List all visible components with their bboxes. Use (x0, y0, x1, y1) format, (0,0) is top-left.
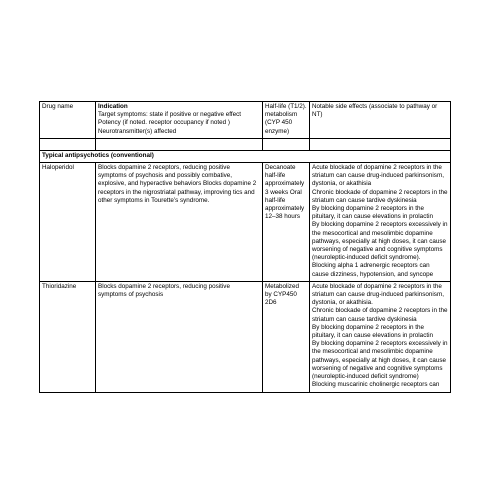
side-effect-item: By blocking dopamine 2 receptors in the pituitary, it can cause elevations in prolactin (312, 205, 433, 221)
header-half-life-line: (CYP 450 (265, 119, 293, 127)
header-half-life-line: enzyme) (265, 127, 290, 135)
side-effect-item: Blocking muscarinic cholinergic receptors can (312, 381, 440, 389)
header-indication-line: Neurotransmitter(s) affected (98, 127, 177, 135)
section-title: Typical antipsychotics (conventional) (40, 150, 451, 162)
header-half-life-line: Half-life (T1/2). (265, 103, 307, 110)
half-life-line: Metabolized (265, 282, 299, 290)
side-effects-cell (310, 163, 451, 282)
header-indication-title: Indication (98, 103, 128, 110)
half-life-cell (263, 281, 310, 392)
half-life-line: half-life (265, 196, 286, 204)
half-life-line: by CYP450 2D6 (265, 291, 297, 307)
half-life-line: 3 weeks Oral (265, 188, 302, 196)
half-life-line: approximately (265, 205, 305, 213)
half-life-line: half-life (265, 172, 286, 180)
table-row (40, 281, 451, 392)
side-effect-item: Chronic blockade of dopamine 2 receptors in the striatum can cause tardive dyskinesia (312, 188, 448, 204)
indication-cell: Blocks dopamine 2 receptors, reducing positive symptoms of psychosis (96, 281, 263, 392)
side-effect-item: Acute blockade of dopamine 2 receptors in the striatum can cause drug-induced parkinsonism, dystonia, or akathisia (312, 164, 444, 188)
side-effect-item: By blocking dopamine 2 receptors in the pituitary, it can cause elevations in prolactin (312, 323, 433, 340)
drug-name-cell: Thioridazine (40, 281, 96, 392)
header-drug-name: Drug name (40, 102, 96, 139)
side-effect-item: Acute blockade of dopamine 2 receptors in the striatum can cause drug-induced parkinsonism, dystonia, or akathisia. (312, 282, 444, 307)
table-row (40, 163, 451, 282)
side-effect-item: Chronic blockade of dopamine 2 receptors in the striatum can cause tardive dyskinesia (312, 307, 448, 323)
header-side-effects: Notable side effects (associate to pathway or NT) (310, 102, 451, 139)
header-indication-line: Potency (if noted. receptor occupancy if noted ) (98, 119, 230, 127)
side-effect-item: By blocking dopamine 2 receptors excessively in the mesocortical and mesolimbic dopamine pathways, especially at high doses, it can cause worsening of negative and cognitive symptoms (neuroleptic-induced deficit syndrome). (312, 221, 448, 262)
spacer-row (40, 138, 451, 150)
header-half-life-line: metabolism (265, 111, 298, 119)
table-header-row (40, 102, 451, 139)
header-indication-line: Target symptoms: state if positive or negative effect (98, 111, 242, 119)
half-life-cell (263, 163, 310, 282)
header-indication (96, 102, 263, 139)
drug-name-cell: Haloperidol (40, 163, 96, 282)
header-half-life (263, 102, 310, 139)
side-effect-item: Blocking alpha 1 adrenergic receptors can cause dizziness, hypotension, and syncope (312, 262, 434, 278)
half-life-line: approximately (265, 180, 305, 188)
half-life-line: 12–38 hours (265, 213, 301, 221)
half-life-line: Decanoate (265, 164, 296, 172)
section-row (40, 150, 451, 162)
indication-cell: Blocks dopamine 2 receptors, reducing positive symptoms of psychosis and possibly combative, explosive, and hyperactive behaviors Blocks dopamine 2 receptors in the nigrostriatal pathway, improving tics and other symptoms in Tourette’s syndrome. (96, 163, 263, 282)
side-effects-cell (310, 281, 451, 392)
side-effect-item: By blocking dopamine 2 receptors excessively in the mesocortical and mesolimbic dopamine pathways, especially at high doses, it can cause worsening of negative and cognitive symptoms (neuroleptic-induced deficit syndrome) (312, 340, 448, 381)
drug-table (39, 101, 451, 393)
